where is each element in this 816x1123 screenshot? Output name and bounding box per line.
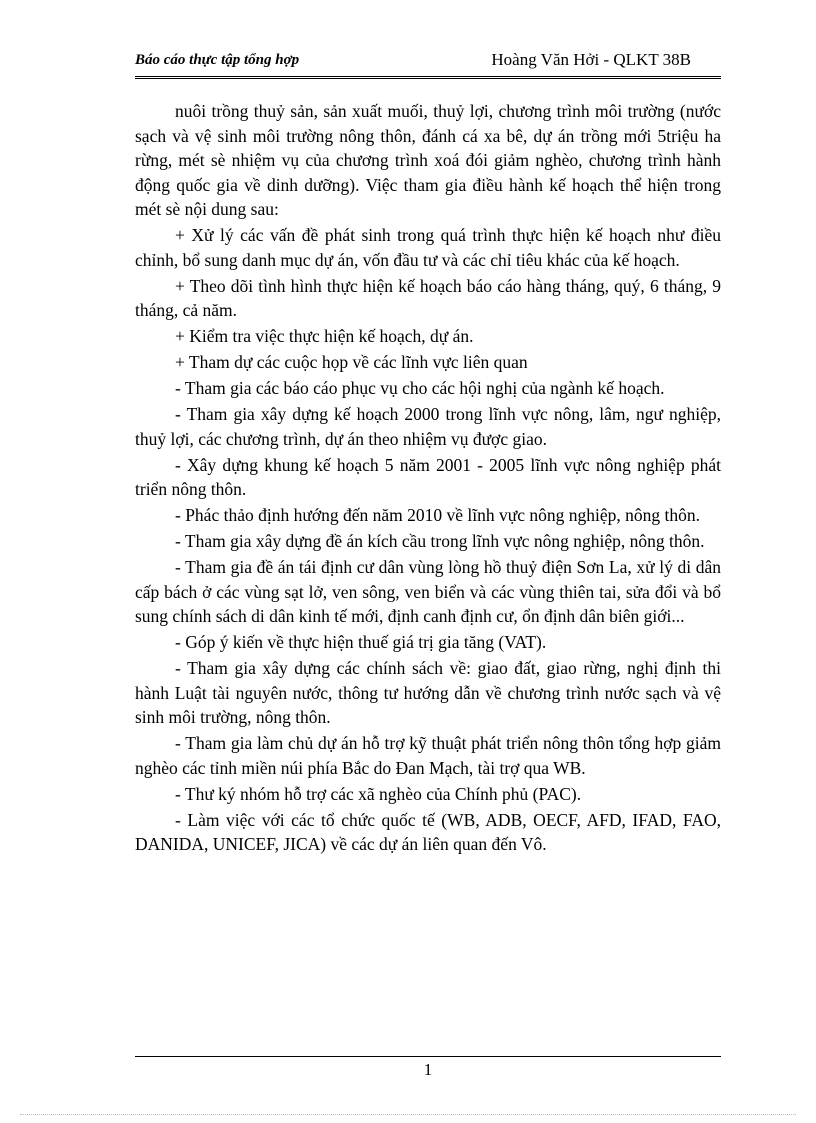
page-bottom-border xyxy=(20,1114,796,1115)
document-body xyxy=(135,99,721,858)
paragraph: - Tham gia đề án tái định cư dân vùng lòng hồ thuỷ điện Sơn La, xử lý di dân cấp bách ở các vùng sạt lở, ven sông, ven biển và các vùng thiên tai, sửa đổi và bổ sung chính sách di dân kinh tế mới, định canh định cư, ổn định dân biên giới... xyxy=(135,557,721,626)
page-header xyxy=(135,48,721,79)
paragraph: - Phác thảo định hướng đến năm 2010 về lĩnh vực nông nghiệp, nông thôn. xyxy=(175,505,700,525)
paragraph: + Theo dõi tình hình thực hiện kế hoạch báo cáo hàng tháng, quý, 6 tháng, 9 tháng, cả năm. xyxy=(135,275,721,320)
paragraph: - Góp ý kiến về thực hiện thuế giá trị gia tăng (VAT). xyxy=(175,632,547,652)
footer-divider xyxy=(135,1056,721,1057)
paragraph: + Tham dự các cuộc họp về các lĩnh vực liên quan xyxy=(175,352,528,372)
paragraph: - Thư ký nhóm hỗ trợ các xã nghèo của Chính phủ (PAC). xyxy=(175,783,582,804)
paragraph: - Tham gia xây dựng đề án kích cầu trong lĩnh vực nông nghiệp, nông thôn. xyxy=(175,531,705,551)
paragraph: - Tham gia xây dựng các chính sách về: giao đất, giao rừng, nghị định thi hành Luật tài nguyên nước, thông tư hướng dẫn về chương trình nước sạch và vệ sinh môi trường, nông thôn. xyxy=(135,658,721,727)
header-report-title: Báo cáo thực tập tổng hợp xyxy=(135,52,300,68)
header-author: Hoàng Văn Hởi - QLKT 38B xyxy=(491,50,691,69)
paragraph: - Tham gia các báo cáo phục vụ cho các hội nghị của ngành kế hoạch. xyxy=(175,378,665,398)
paragraph: - Xây dựng khung kế hoạch 5 năm 2001 - 2005 lĩnh vực nông nghiệp phát triển nông thôn. xyxy=(135,454,721,499)
paragraph: - Tham gia xây dựng kế hoạch 2000 trong lĩnh vực nông, lâm, ngư nghiệp, thuỷ lợi, các chương trình, dự án theo nhiệm vụ được giao. xyxy=(135,404,721,449)
paragraph: nuôi trồng thuỷ sản, sản xuất muối, thuỷ lợi, chương trình môi trường (nước sạch và vệ sinh môi trường nông thôn, đánh cá xa bê, dự án trồng mới 5triệu ha rừng, mét sè nhiệm vụ của chương trình xoá đói giảm nghèo, chương trình hành động quốc gia về dinh dưỡng). Việc tham gia điều hành kế hoạch thể hiện trong mét sè nội dung sau: xyxy=(135,101,721,219)
paragraph: - Làm việc với các tổ chức quốc tế (WB, ADB, OECF, AFD, IFAD, FAO, DANIDA, UNICEF, JICA) về các dự án liên quan đến Vô. xyxy=(135,809,721,854)
page-number: 1 xyxy=(423,1060,433,1079)
paragraph: - Tham gia làm chủ dự án hỗ trợ kỹ thuật phát triển nông thôn tổng hợp giảm nghèo các tỉnh miền núi phía Bắc do Đan Mạch, tài trợ qua WB. xyxy=(135,733,721,778)
paragraph: + Kiểm tra việc thực hiện kế hoạch, dự án. xyxy=(175,326,474,346)
paragraph: + Xử lý các vấn đề phát sinh trong quá trình thực hiện kế hoạch như điều chỉnh, bổ sung danh mục dự án, vốn đầu tư và các chỉ tiêu khác của kế hoạch. xyxy=(135,225,721,270)
